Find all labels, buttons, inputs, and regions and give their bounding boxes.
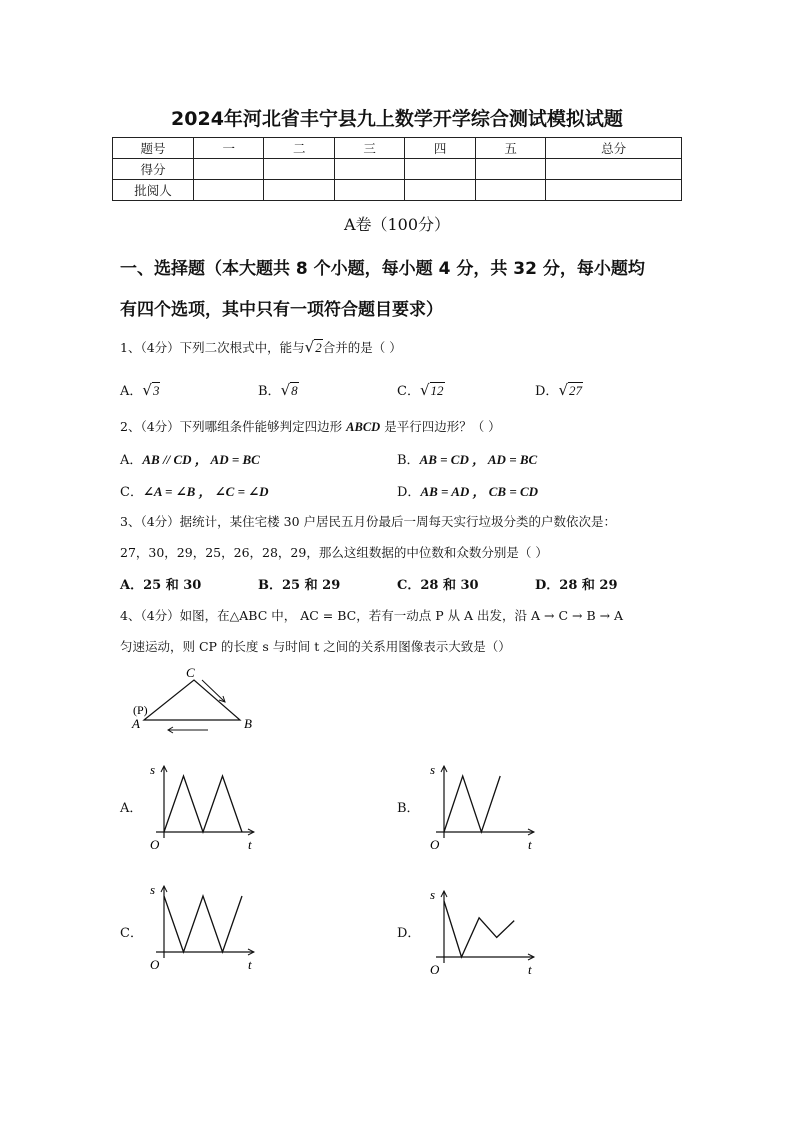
radicand: 3 bbox=[152, 383, 160, 398]
score-cell[interactable] bbox=[405, 180, 475, 201]
triangle-abc bbox=[144, 680, 240, 720]
option-b[interactable] bbox=[397, 449, 537, 468]
option-d[interactable] bbox=[535, 574, 618, 593]
vertex-label-c: C bbox=[186, 665, 195, 680]
score-cell[interactable] bbox=[475, 180, 545, 201]
option-letter: D． bbox=[397, 485, 421, 500]
option-letter: B． bbox=[397, 453, 420, 468]
score-table-header-row bbox=[113, 138, 682, 159]
arrow-c-to-b bbox=[202, 680, 225, 702]
option-c[interactable] bbox=[397, 380, 445, 399]
volume-heading: A卷（100分） bbox=[343, 215, 451, 234]
graph-c bbox=[140, 880, 260, 975]
section-heading-line2: 有四个选项，其中只有一项符合题目要求） bbox=[120, 300, 443, 320]
score-header-cell: 五 bbox=[475, 138, 545, 159]
question-2-suffix: 是平行四边形？（ ） bbox=[384, 419, 501, 434]
option-text: AB = CD ， AD = BC bbox=[419, 452, 538, 467]
score-cell[interactable] bbox=[546, 180, 682, 201]
option-a[interactable] bbox=[120, 449, 260, 468]
option-a[interactable] bbox=[120, 574, 201, 593]
score-cell[interactable] bbox=[194, 159, 264, 180]
y-axis-label: s bbox=[150, 762, 156, 777]
graph-series-line bbox=[444, 776, 500, 832]
option-text: AB // CD ， AD = BC bbox=[142, 452, 260, 467]
score-cell[interactable] bbox=[546, 159, 682, 180]
origin-label: O bbox=[430, 962, 440, 977]
x-axis-label: t bbox=[528, 962, 532, 977]
score-cell[interactable] bbox=[264, 180, 334, 201]
score-header-cell: 二 bbox=[264, 138, 334, 159]
origin-label: O bbox=[150, 957, 160, 972]
option-letter: D． bbox=[535, 578, 560, 593]
question-1-suffix: 合并的是（ ） bbox=[322, 340, 402, 355]
option-letter: C． bbox=[120, 485, 143, 500]
graph-b bbox=[420, 760, 540, 855]
option-text: 25 和 29 bbox=[282, 578, 341, 593]
graph-series-line bbox=[444, 901, 514, 957]
sqrt-expression: √8 bbox=[280, 381, 298, 399]
score-header-cell: 总分 bbox=[546, 138, 682, 159]
radicand: 2 bbox=[315, 340, 322, 355]
option-c[interactable] bbox=[397, 574, 479, 593]
score-cell[interactable] bbox=[475, 159, 545, 180]
option-d[interactable]: D． bbox=[397, 926, 421, 941]
option-c[interactable] bbox=[120, 481, 269, 500]
option-b[interactable] bbox=[258, 380, 299, 399]
option-letter: B． bbox=[258, 578, 282, 593]
score-row-label: 批阅人 bbox=[113, 180, 194, 201]
option-d[interactable] bbox=[535, 380, 583, 399]
score-header-cell: 题号 bbox=[113, 138, 194, 159]
question-3-line2: 27，30，29，25，26，28，29，那么这组数据的中位数和众数分别是（ ） bbox=[120, 545, 548, 560]
score-cell[interactable] bbox=[264, 159, 334, 180]
y-axis-label: s bbox=[430, 762, 436, 777]
option-letter: D． bbox=[535, 384, 559, 399]
option-text: AB = AD ， CB = CD bbox=[420, 484, 539, 499]
sqrt-expression: √3 bbox=[142, 381, 160, 399]
option-letter: A． bbox=[120, 384, 143, 399]
option-letter: C． bbox=[397, 578, 421, 593]
option-text: ∠A = ∠B ， ∠C = ∠D bbox=[142, 484, 269, 499]
option-b[interactable]: B． bbox=[397, 801, 420, 816]
option-text: 28 和 29 bbox=[559, 578, 618, 593]
option-c[interactable]: C． bbox=[120, 926, 143, 941]
option-a[interactable] bbox=[120, 380, 160, 399]
score-table-row bbox=[113, 159, 682, 180]
sqrt-expression: √2 bbox=[304, 338, 322, 356]
score-header-cell: 四 bbox=[405, 138, 475, 159]
option-letter: A． bbox=[120, 578, 144, 593]
question-1 bbox=[120, 338, 402, 356]
radicand: 27 bbox=[569, 383, 582, 398]
graph-series-line bbox=[164, 776, 242, 832]
score-cell[interactable] bbox=[334, 180, 404, 201]
option-letter: B． bbox=[258, 384, 281, 399]
option-text: 25 和 30 bbox=[143, 578, 202, 593]
x-axis-label: t bbox=[248, 957, 252, 972]
question-2 bbox=[120, 417, 501, 435]
y-axis-label: s bbox=[150, 882, 156, 897]
score-header-cell: 三 bbox=[334, 138, 404, 159]
score-header-cell: 一 bbox=[194, 138, 264, 159]
option-text: 28 和 30 bbox=[420, 578, 479, 593]
score-table-row bbox=[113, 180, 682, 201]
question-3-line1: 3、（4分）据统计，某住宅楼 30 户居民五月份最后一周每天实行垃圾分类的户数依次是： bbox=[120, 514, 617, 529]
score-table bbox=[112, 137, 682, 201]
origin-label: O bbox=[150, 837, 160, 852]
question-4-line1: 4、（4分）如图，在△ABC 中， AC = BC，若有一动点 P 从 A 出发，沿 A → C → B → A bbox=[120, 608, 624, 623]
option-d[interactable] bbox=[397, 481, 538, 500]
triangle-figure bbox=[128, 662, 268, 742]
question-2-prefix: 2、（4分）下列哪组条件能够判定四边形 bbox=[120, 419, 343, 434]
question-1-prefix: 1、（4分）下列二次根式中，能与 bbox=[120, 340, 305, 355]
section-heading-line1: 一、选择题（本大题共 8 个小题，每小题 4 分，共 32 分，每小题均 bbox=[120, 259, 645, 279]
sqrt-expression: √12 bbox=[419, 381, 444, 399]
graph-d bbox=[420, 885, 540, 980]
sqrt-expression: √27 bbox=[558, 381, 582, 399]
score-cell[interactable] bbox=[405, 159, 475, 180]
origin-label: O bbox=[430, 837, 440, 852]
question-4-line2: 匀速运动，则 CP 的长度 s 与时间 t 之间的关系用图像表示大致是（） bbox=[120, 639, 511, 654]
score-cell[interactable] bbox=[334, 159, 404, 180]
option-a[interactable]: A． bbox=[120, 801, 143, 816]
vertex-label-a: A bbox=[132, 716, 140, 731]
page-title: 2024年河北省丰宁县九上数学开学综合测试模拟试题 bbox=[171, 108, 623, 130]
option-letter: C． bbox=[397, 384, 420, 399]
vertex-label-b: B bbox=[244, 716, 252, 731]
score-cell[interactable] bbox=[194, 180, 264, 201]
point-label-p: (P) bbox=[133, 703, 148, 717]
option-letter: A． bbox=[120, 453, 143, 468]
graph-series-line bbox=[164, 896, 242, 952]
x-axis-label: t bbox=[528, 837, 532, 852]
y-axis-label: s bbox=[430, 887, 436, 902]
score-row-label: 得分 bbox=[113, 159, 194, 180]
x-axis-label: t bbox=[248, 837, 252, 852]
graph-a bbox=[140, 760, 260, 855]
shape-name: ABCD bbox=[346, 420, 381, 434]
radicand: 12 bbox=[430, 383, 444, 398]
option-b[interactable] bbox=[258, 574, 340, 593]
radicand: 8 bbox=[291, 383, 298, 398]
